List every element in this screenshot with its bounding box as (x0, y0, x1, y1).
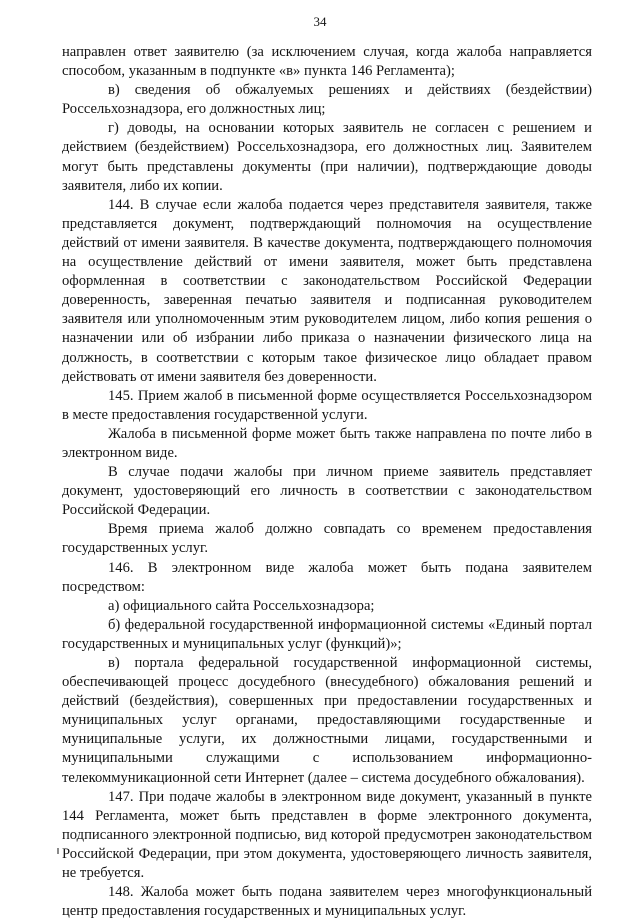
paragraph-item-g: г) доводы, на основании которых заявитель не согласен с решением и действием (бездействием) Россельхознадзора, его должностных лиц. Заявителем могут быть представлены документы (при наличии), подтверждающие доводы заявителя, либо их копии. (62, 120, 592, 194)
paragraph-145: 145. Прием жалоб в письменной форме осуществляется Россельхознадзором в месте предоставления государственной услуги. (62, 387, 592, 423)
paragraph-146-b: б) федеральной государственной информационной системы «Единый портал государственных и муниципальных услуг (функций)»; (62, 616, 592, 652)
paragraph-146-a: а) официального сайта Россельхознадзора; (108, 597, 375, 614)
paragraph-item-v: в) сведения об обжалуемых решениях и действиях (бездействии) Россельхознадзора, его должностных лиц; (62, 82, 592, 118)
paragraph-146: 146. В электронном виде жалоба может быть подана заявителем посредством: (62, 559, 592, 595)
scan-edge-mark (57, 848, 59, 854)
paragraph-personal-reception: В случае подачи жалобы при личном приеме заявитель представляет документ, удостоверяющий его личность в соответствии с законодательством Российской Федерации. (62, 464, 592, 519)
document-body (62, 43, 592, 921)
paragraph-continuation: направлен ответ заявителю (за исключением случая, когда жалоба направляется способом, указанным в подпункте «в» пункта 146 Регламента); (62, 44, 592, 80)
paragraph-written-complaint: Жалоба в письменной форме может быть также направлена по почте либо в электронном виде. (62, 425, 592, 461)
paragraph-147: 147. При подаче жалобы в электронном виде документ, указанный в пункте 144 Регламента, может быть представлен в форме электронного документа, подписанного электронной подписью, вид которой предусмотрен законодательством Российской Федерации, при этом документа, удостоверяющего личность заявителя, не требуется. (62, 788, 592, 882)
paragraph-reception-time: Время приема жалоб должно совпадать со временем предоставления государственных услуг. (62, 521, 592, 557)
paragraph-146-v: в) портала федеральной государственной информационной системы, обеспечивающей процесс досудебного (внесудебного) обжалования решений и действий (бездействия), совершенных при предоставлении государственных и муниципальных услуг органами, предоставляющими государственные и муниципальные услуги, их должностными лицами, государственными и муниципальными служащими с использованием информационно-телекоммуникационной сети Интернет (далее – система досудебного обжалования). (62, 655, 592, 786)
paragraph-148: 148. Жалоба может быть подана заявителем через многофункциональный центр предоставления государственных и муниципальных услуг. (62, 884, 592, 920)
page-number: 34 (313, 14, 327, 29)
paragraph-144: 144. В случае если жалоба подается через представителя заявителя, также представляется документ, подтверждающий полномочия на осуществление действий от имени заявителя. В качестве документа, подтверждающего полномочия на осуществление действий от имени заявителя, может быть представлена оформленная в соответствии с законодательством Российской Федерации доверенность, заверенная печатью заявителя и подписанная руководителем заявителя или уполномоченным этим руководителем лицом, либо копия решения о назначении или об избрании либо приказа о назначении физического лица на должность, в соответствии с которым такое физическое лицо обладает правом действовать от имени заявителя без доверенности. (62, 196, 592, 385)
